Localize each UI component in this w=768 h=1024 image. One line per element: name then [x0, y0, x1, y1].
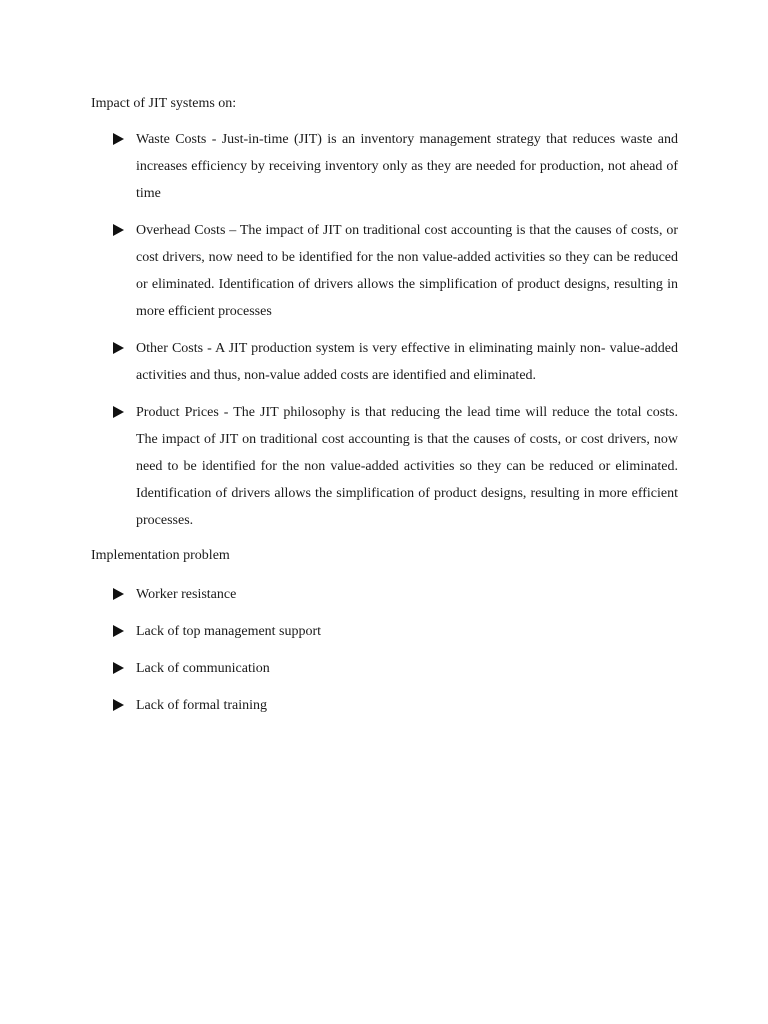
list-item-formal-training [112, 692, 678, 719]
problem-list [112, 581, 678, 729]
list-item-other-costs [112, 335, 678, 389]
section-heading-implementation: Implementation problem [91, 548, 230, 563]
list-item-text: Lack of top management support [136, 624, 322, 639]
list-item-text: Product Prices - The JIT philosophy is that reducing the lead time will reduce the total costs. The impact of JIT on traditional cost accounting is that the causes of costs, or cost drivers, now need to be identified for the non value-added activities so they can be reduced or eliminated. Identification of drivers allows the simplification of product designs, resulting in more efficient processes. [136, 405, 678, 528]
bullet-arrow-icon [113, 625, 124, 637]
list-item-product-prices [112, 399, 678, 534]
bullet-arrow-icon [113, 588, 124, 600]
bullet-arrow-icon [113, 342, 124, 354]
list-item-text: Waste Costs - Just-in-time (JIT) is an inventory management strategy that reduces waste and increases efficiency by receiving inventory only as they are needed for production, not ahead of time [136, 132, 678, 201]
list-item-waste-costs [112, 126, 678, 207]
list-item-overhead-costs [112, 217, 678, 325]
list-item-text: Overhead Costs – The impact of JIT on traditional cost accounting is that the causes of costs, or cost drivers, now need to be identified for the non value-added activities so they can be reduced or eliminated. Identification of drivers allows the simplification of product designs, resulting in more efficient processes [136, 223, 678, 319]
list-item-worker-resistance [112, 581, 678, 608]
list-item-text: Other Costs - A JIT production system is very effective in eliminating mainly non- value-added activities and thus, non-value added costs are identified and eliminated. [136, 341, 678, 383]
bullet-arrow-icon [113, 699, 124, 711]
bullet-arrow-icon [113, 406, 124, 418]
bullet-arrow-icon [113, 662, 124, 674]
list-item-communication [112, 655, 678, 682]
list-item-management-support [112, 618, 678, 645]
impact-list [112, 126, 678, 544]
list-item-text: Lack of communication [136, 661, 270, 676]
bullet-arrow-icon [113, 133, 124, 145]
bullet-arrow-icon [113, 224, 124, 236]
list-item-text: Lack of formal training [136, 698, 268, 713]
list-item-text: Worker resistance [136, 587, 237, 602]
section-heading-impact: Impact of JIT systems on: [91, 96, 237, 111]
